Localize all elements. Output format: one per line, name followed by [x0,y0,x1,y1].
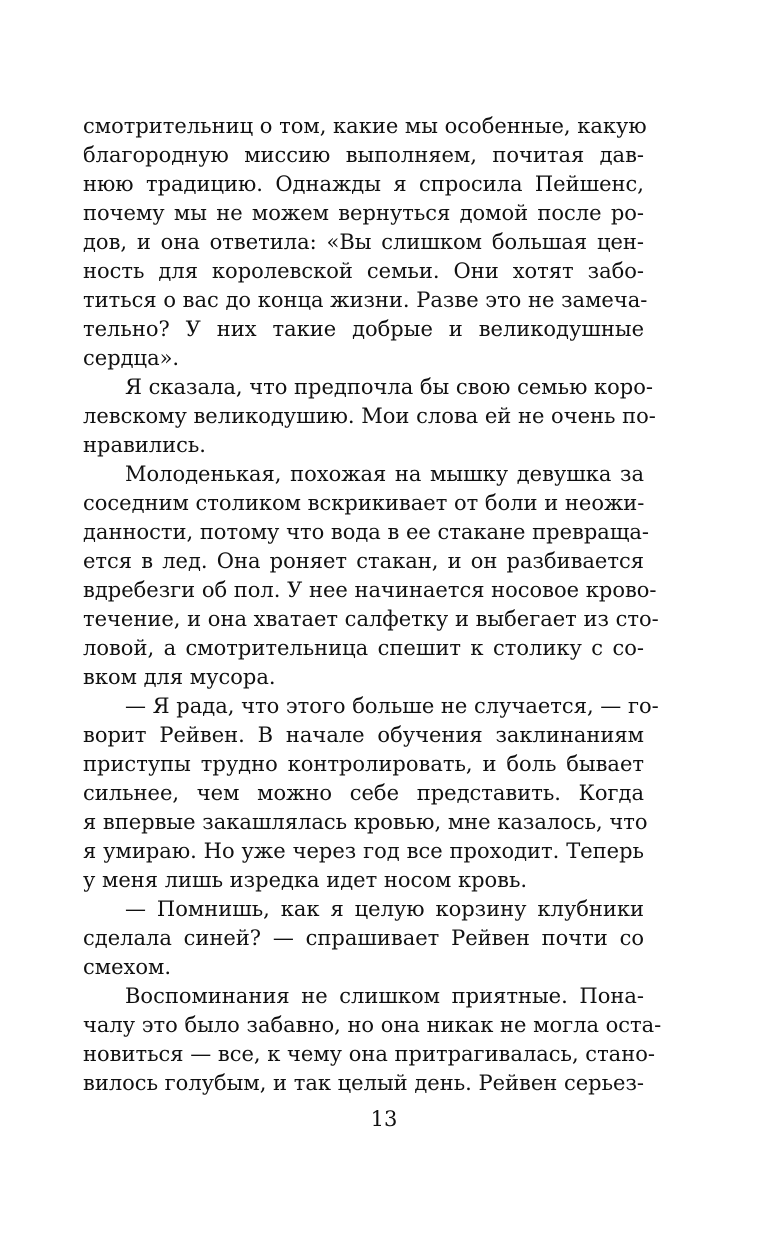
text-line: сильнее, чем можно себе представить. Когда [83,781,644,805]
body-text [83,112,662,1098]
text-line: дов, и она ответила: «Вы слишком большая цен- [83,230,644,254]
text-line: ность для королевской семьи. Они хотят забо- [83,259,644,283]
text-line: благородную миссию выполняем, почитая дав- [83,143,644,167]
text-line: приступы трудно контролировать, и боль бывает [83,752,644,776]
text-line: Молоденькая, похожая на мышку девушка за [125,462,644,486]
text-line: почему мы не можем вернуться домой после ро- [83,201,644,225]
text-line: я умираю. Но уже через год все проходит. Теперь [83,839,644,863]
text-line: Воспоминания не слишком приятные. Пона- [125,984,644,1008]
text-line: данности, потому что вода в ее стакане превраща- [83,520,649,544]
text-line: новиться — все, к чему она притрагивалась, стано- [83,1042,655,1066]
text-line: смехом. [83,955,172,979]
text-line: чалу это было забавно, но она никак не могла оста- [83,1013,662,1037]
text-line: — Помнишь, как я целую корзину клубники [125,897,644,921]
text-line: вилось голубым, и так целый день. Рейвен серьез- [83,1071,644,1095]
text-line: сделала синей? — спрашивает Рейвен почти со [83,926,644,950]
text-line: у меня лишь изредка идет носом кровь. [83,868,528,892]
text-line: соседним столиком вскрикивает от боли и неожи- [83,491,645,515]
text-line: течение, и она хватает салфетку и выбегает из сто- [83,607,659,631]
text-line: сердца». [83,346,180,370]
text-line: вдребезги об пол. У нее начинается носовое крово- [83,578,657,602]
text-line: титься о вас до конца жизни. Разве это не замеча- [83,288,648,312]
text-line: ловой, а смотрительница спешит к столику с со- [83,636,644,660]
text-line: Я сказала, что предпочла бы свою семью коро- [125,375,653,399]
text-line: — Я рада, что этого больше не случается, — го- [125,694,659,718]
text-line: тельно? У них такие добрые и великодушные [83,317,644,341]
text-line: нюю традицию. Однажды я спросила Пейшенс, [83,172,644,196]
text-line: вком для мусора. [83,665,276,689]
text-line: я впервые закашлялась кровью, мне казалось, что [83,810,648,834]
text-line: ворит Рейвен. В начале обучения заклинаниям [83,723,644,747]
text-line: левскому великодушию. Мои слова ей не очень по- [83,404,656,428]
text-line: смотрительниц о том, какие мы особенные, какую [83,114,647,138]
page-number: 13 [370,1107,398,1131]
text-line: ется в лед. Она роняет стакан, и он разбивается [83,549,644,573]
text-line: нравились. [83,433,206,457]
